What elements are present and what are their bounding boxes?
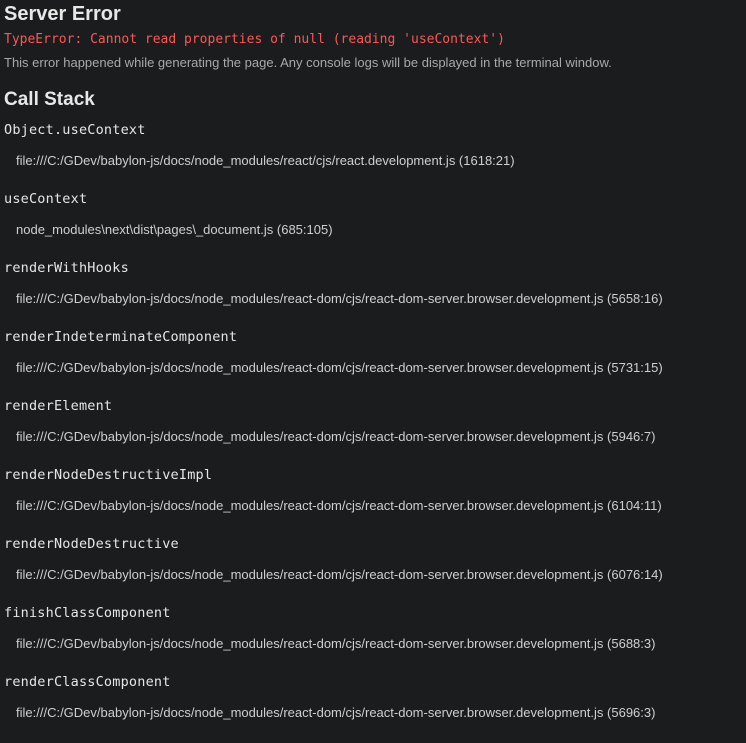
frame-location-link[interactable]: file:///C:/GDev/babylon-js/docs/node_modules/react-dom/cjs/react-dom-server.browser.development.js (5731:15) [16, 360, 663, 375]
stack-frame [4, 467, 746, 536]
frame-location-link[interactable]: node_modules\next\dist\pages\_document.js (685:105) [16, 222, 333, 237]
frame-function-name: finishClassComponent [4, 605, 171, 621]
error-overlay [4, 0, 746, 743]
stack-frame [4, 398, 746, 467]
error-message: TypeError: Cannot read properties of null (reading 'useContext') [4, 32, 505, 47]
stack-frame [4, 260, 746, 329]
frame-location-link[interactable]: file:///C:/GDev/babylon-js/docs/node_modules/react-dom/cjs/react-dom-server.browser.development.js (6076:14) [16, 567, 663, 582]
help-text: This error happened while generating the page. Any console logs will be displayed in the terminal window. [4, 55, 612, 70]
page-title: Server Error [4, 3, 121, 25]
frame-location-link[interactable]: file:///C:/GDev/babylon-js/docs/node_modules/react-dom/cjs/react-dom-server.browser.development.js (5946:7) [16, 429, 656, 444]
frame-function-name: renderNodeDestructiveImpl [4, 467, 213, 483]
frame-function-name: renderWithHooks [4, 260, 129, 276]
frame-location-link[interactable]: file:///C:/GDev/babylon-js/docs/node_modules/react-dom/cjs/react-dom-server.browser.development.js (5688:3) [16, 636, 656, 651]
stack-frame [4, 674, 746, 743]
call-stack-list [4, 122, 746, 743]
frame-function-name: renderClassComponent [4, 674, 171, 690]
stack-frame [4, 536, 746, 605]
frame-location-link[interactable]: file:///C:/GDev/babylon-js/docs/node_modules/react-dom/cjs/react-dom-server.browser.development.js (5658:16) [16, 291, 663, 306]
stack-frame [4, 122, 746, 191]
frame-location-link[interactable]: file:///C:/GDev/babylon-js/docs/node_modules/react-dom/cjs/react-dom-server.browser.development.js (5696:3) [16, 705, 656, 720]
frame-function-name: useContext [4, 191, 88, 207]
frame-location-link[interactable]: file:///C:/GDev/babylon-js/docs/node_modules/react/cjs/react.development.js (1618:21) [16, 153, 515, 168]
call-stack-title: Call Stack [4, 89, 95, 110]
stack-frame [4, 329, 746, 398]
stack-frame [4, 191, 746, 260]
frame-function-name: renderNodeDestructive [4, 536, 179, 552]
frame-function-name: renderIndeterminateComponent [4, 329, 238, 345]
frame-function-name: Object.useContext [4, 122, 146, 138]
stack-frame [4, 605, 746, 674]
frame-location-link[interactable]: file:///C:/GDev/babylon-js/docs/node_modules/react-dom/cjs/react-dom-server.browser.development.js (6104:11) [16, 498, 662, 513]
frame-function-name: renderElement [4, 398, 113, 414]
